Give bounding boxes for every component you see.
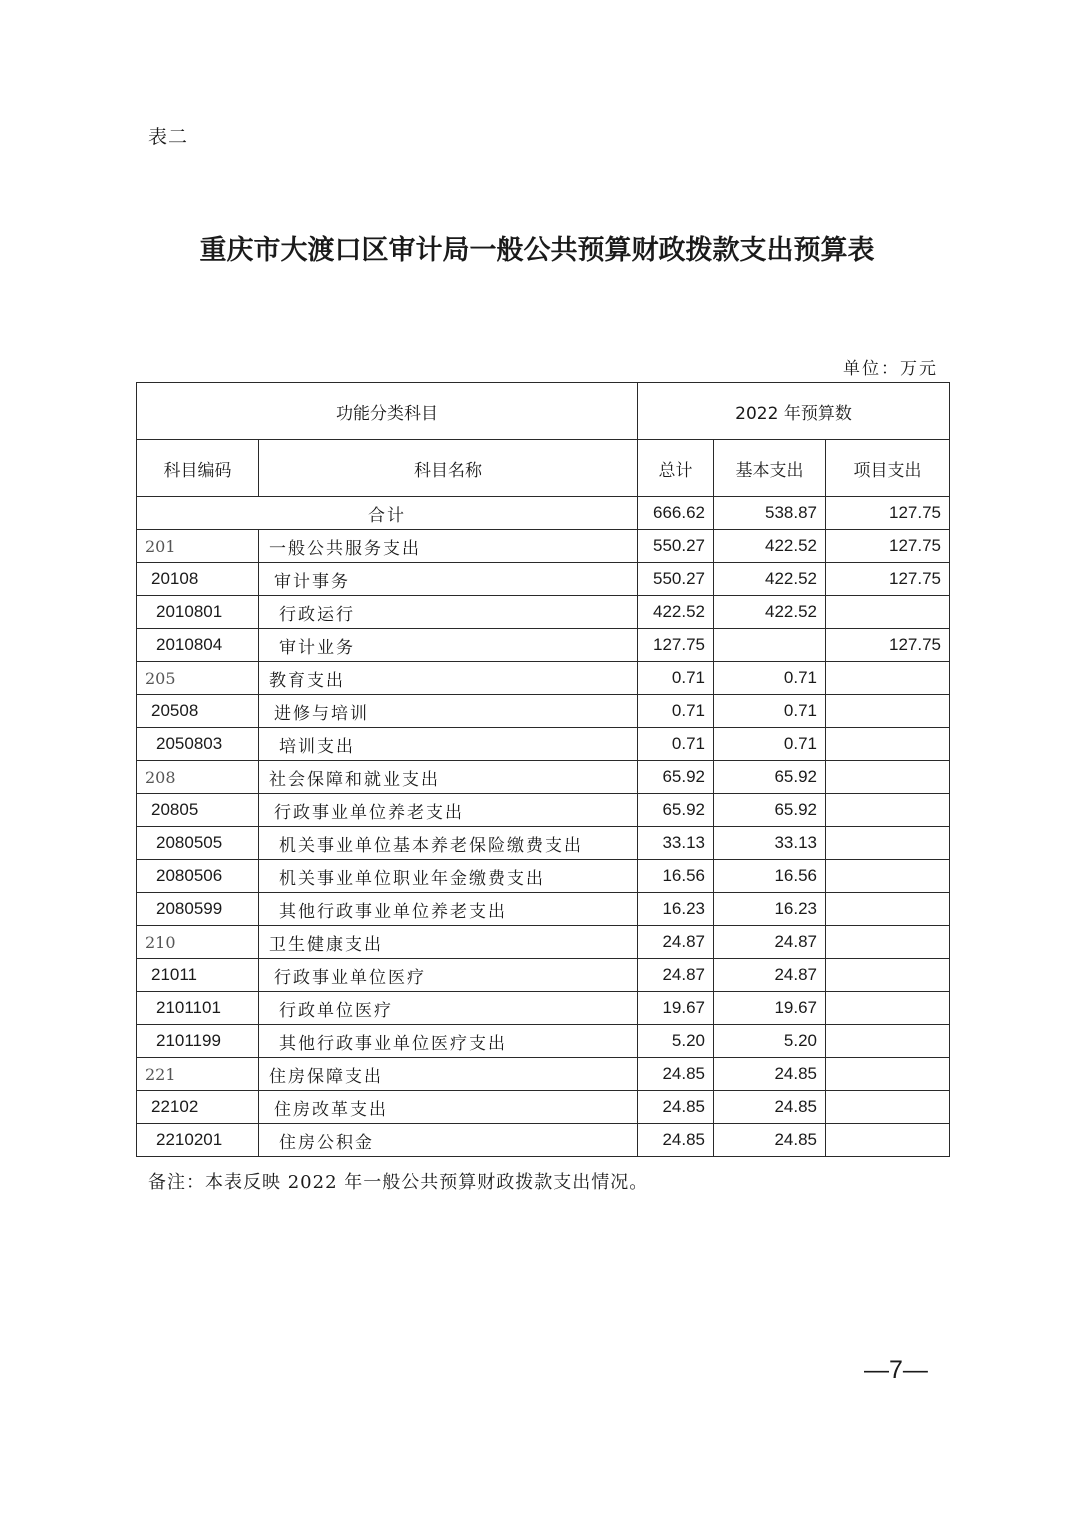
row-total: 16.23 <box>638 893 714 926</box>
table-number-label: 表二 <box>148 126 189 148</box>
row-code: 2101101 <box>137 992 259 1025</box>
row-project <box>826 893 950 926</box>
row-project: 127.75 <box>826 530 950 563</box>
row-name: 教育支出 <box>259 662 638 695</box>
row-name: 行政单位医疗 <box>259 992 638 1025</box>
row-basic: 0.71 <box>714 728 826 761</box>
row-basic: 24.87 <box>714 959 826 992</box>
row-project <box>826 761 950 794</box>
row-name: 培训支出 <box>259 728 638 761</box>
table-row <box>137 1058 950 1091</box>
row-code: 22102 <box>137 1091 259 1124</box>
row-project <box>826 1025 950 1058</box>
row-total: 19.67 <box>638 992 714 1025</box>
row-basic: 24.85 <box>714 1058 826 1091</box>
row-basic: 24.87 <box>714 926 826 959</box>
unit-label: 单位：万元 <box>843 359 938 379</box>
row-code: 2080506 <box>137 860 259 893</box>
row-project <box>826 860 950 893</box>
row-name: 行政事业单位养老支出 <box>259 794 638 827</box>
page-title: 重庆市大渡口区审计局一般公共预算财政拨款支出预算表 <box>199 235 875 266</box>
row-project <box>826 1091 950 1124</box>
row-name: 进修与培训 <box>259 695 638 728</box>
row-project: 127.75 <box>826 629 950 662</box>
table-row <box>137 728 950 761</box>
row-code: 208 <box>137 761 259 794</box>
row-project <box>826 662 950 695</box>
row-code: 20805 <box>137 794 259 827</box>
table-row <box>137 992 950 1025</box>
row-code: 21011 <box>137 959 259 992</box>
row-code: 210 <box>137 926 259 959</box>
total-project: 127.75 <box>826 497 950 530</box>
row-total: 33.13 <box>638 827 714 860</box>
row-project <box>826 596 950 629</box>
row-total: 24.85 <box>638 1091 714 1124</box>
row-project <box>826 794 950 827</box>
row-code: 20508 <box>137 695 259 728</box>
row-code: 201 <box>137 530 259 563</box>
table-row <box>137 1025 950 1058</box>
row-basic: 65.92 <box>714 794 826 827</box>
table-row <box>137 959 950 992</box>
row-name: 卫生健康支出 <box>259 926 638 959</box>
row-name: 其他行政事业单位养老支出 <box>259 893 638 926</box>
row-name: 住房保障支出 <box>259 1058 638 1091</box>
table-row <box>137 563 950 596</box>
total-basic: 538.87 <box>714 497 826 530</box>
row-code: 205 <box>137 662 259 695</box>
footnote: 备注：本表反映 2022 年一般公共预算财政拨款支出情况。 <box>148 1172 649 1193</box>
row-basic: 0.71 <box>714 662 826 695</box>
header-function-category: 功能分类科目 <box>137 383 638 440</box>
header-row-group <box>137 383 950 440</box>
row-basic: 24.85 <box>714 1091 826 1124</box>
row-basic: 5.20 <box>714 1025 826 1058</box>
header-name: 科目名称 <box>259 440 638 497</box>
row-total: 16.56 <box>638 860 714 893</box>
header-budget-2022: 2022 年预算数 <box>638 383 950 440</box>
row-total: 24.85 <box>638 1124 714 1157</box>
row-code: 2050803 <box>137 728 259 761</box>
row-basic: 0.71 <box>714 695 826 728</box>
row-code: 2101199 <box>137 1025 259 1058</box>
row-basic: 422.52 <box>714 563 826 596</box>
row-name: 审计事务 <box>259 563 638 596</box>
row-basic: 16.56 <box>714 860 826 893</box>
row-project <box>826 728 950 761</box>
page-number: —7— <box>864 1356 928 1384</box>
row-total: 422.52 <box>638 596 714 629</box>
total-total: 666.62 <box>638 497 714 530</box>
table-row <box>137 827 950 860</box>
table-row <box>137 893 950 926</box>
row-total: 0.71 <box>638 662 714 695</box>
table-row <box>137 860 950 893</box>
header-code: 科目编码 <box>137 440 259 497</box>
row-code: 221 <box>137 1058 259 1091</box>
row-total: 5.20 <box>638 1025 714 1058</box>
table-row <box>137 662 950 695</box>
row-code: 2210201 <box>137 1124 259 1157</box>
row-project <box>826 695 950 728</box>
row-basic: 16.23 <box>714 893 826 926</box>
row-total: 127.75 <box>638 629 714 662</box>
row-name: 社会保障和就业支出 <box>259 761 638 794</box>
budget-table <box>136 382 950 1157</box>
row-name: 行政事业单位医疗 <box>259 959 638 992</box>
header-project: 项目支出 <box>826 440 950 497</box>
row-project <box>826 959 950 992</box>
row-code: 2080599 <box>137 893 259 926</box>
row-code: 20108 <box>137 563 259 596</box>
row-basic <box>714 629 826 662</box>
row-code: 2010804 <box>137 629 259 662</box>
table-row <box>137 695 950 728</box>
table-row <box>137 530 950 563</box>
row-total: 65.92 <box>638 794 714 827</box>
row-basic: 33.13 <box>714 827 826 860</box>
row-total: 24.85 <box>638 1058 714 1091</box>
row-total: 24.87 <box>638 926 714 959</box>
row-basic: 19.67 <box>714 992 826 1025</box>
row-name: 机关事业单位职业年金缴费支出 <box>259 860 638 893</box>
row-name: 审计业务 <box>259 629 638 662</box>
row-name: 住房改革支出 <box>259 1091 638 1124</box>
header-row-columns <box>137 440 950 497</box>
table-row <box>137 761 950 794</box>
row-name: 行政运行 <box>259 596 638 629</box>
row-total: 0.71 <box>638 695 714 728</box>
row-code: 2080505 <box>137 827 259 860</box>
row-basic: 422.52 <box>714 530 826 563</box>
row-total: 65.92 <box>638 761 714 794</box>
table-row <box>137 1124 950 1157</box>
header-total: 总计 <box>638 440 714 497</box>
row-total: 24.87 <box>638 959 714 992</box>
row-basic: 24.85 <box>714 1124 826 1157</box>
row-project <box>826 926 950 959</box>
row-project <box>826 827 950 860</box>
row-project <box>826 1124 950 1157</box>
row-basic: 422.52 <box>714 596 826 629</box>
row-total: 550.27 <box>638 563 714 596</box>
row-name: 一般公共服务支出 <box>259 530 638 563</box>
row-basic: 65.92 <box>714 761 826 794</box>
table-row <box>137 596 950 629</box>
row-name: 机关事业单位基本养老保险缴费支出 <box>259 827 638 860</box>
row-code: 2010801 <box>137 596 259 629</box>
row-name: 住房公积金 <box>259 1124 638 1157</box>
row-total: 0.71 <box>638 728 714 761</box>
row-project <box>826 992 950 1025</box>
table-row <box>137 926 950 959</box>
row-total: 550.27 <box>638 530 714 563</box>
table-row <box>137 629 950 662</box>
table-row <box>137 794 950 827</box>
table-row <box>137 1091 950 1124</box>
row-project <box>826 1058 950 1091</box>
total-label: 合计 <box>137 497 638 530</box>
total-row <box>137 497 950 530</box>
row-project: 127.75 <box>826 563 950 596</box>
header-basic: 基本支出 <box>714 440 826 497</box>
row-name: 其他行政事业单位医疗支出 <box>259 1025 638 1058</box>
